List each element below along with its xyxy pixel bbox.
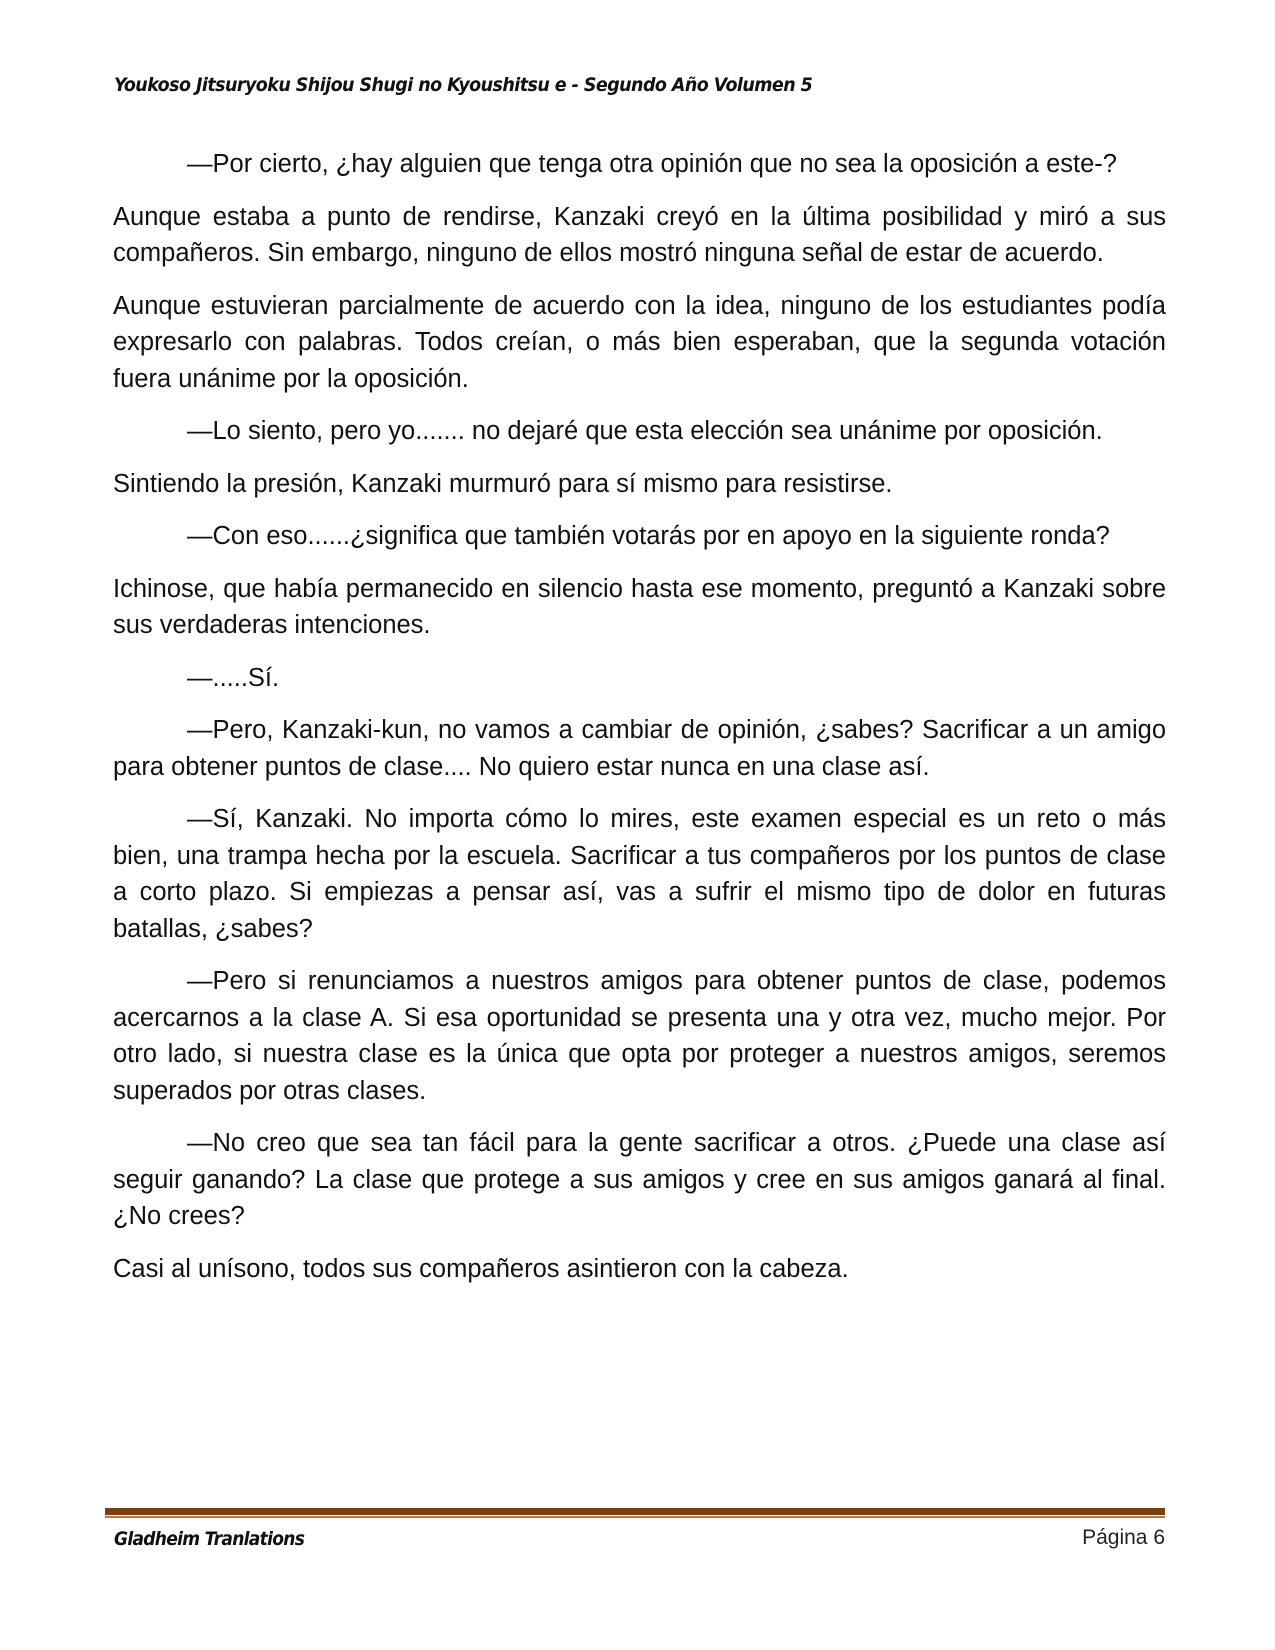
page-body bbox=[113, 146, 1166, 1303]
dialogue-paragraph: —Sí, Kanzaki. No importa cómo lo mires, este examen especial es un reto o más bien, una trampa hecha por la escuela. Sacrificar a tus compañeros por los puntos de clase a corto plazo. Si empiezas a pensar así, vas a sufrir el mismo tipo de dolor en futuras batallas, ¿sabes? bbox=[113, 805, 1166, 943]
running-header: Youkoso Jitsuryoku Shijou Shugi no Kyoushitsu e - Segundo Año Volumen 5 bbox=[114, 74, 813, 96]
narration-paragraph: Casi al unísono, todos sus compañeros asintieron con la cabeza. bbox=[113, 1254, 849, 1283]
narration-paragraph: Aunque estuvieran parcialmente de acuerdo con la idea, ninguno de los estudiantes podía expresarlo con palabras. Todos creían, o más bien esperaban, que la segunda votación fuera unánime por la oposición. bbox=[113, 291, 1166, 393]
narration-paragraph: Sintiendo la presión, Kanzaki murmuró para sí mismo para resistirse. bbox=[113, 469, 893, 498]
dialogue-paragraph: —No creo que sea tan fácil para la gente sacrificar a otros. ¿Puede una clase así seguir ganando? La clase que protege a sus amigos y cree en sus amigos ganará al final. ¿No crees? bbox=[113, 1129, 1166, 1230]
dialogue-paragraph: —Con eso......¿significa que también votarás por en apoyo en la siguiente ronda? bbox=[187, 522, 1110, 550]
narration-paragraph: Aunque estaba a punto de rendirse, Kanzaki creyó en la última posibilidad y miró a sus compañeros. Sin embargo, ninguno de ellos mostró ninguna señal de estar de acuerdo. bbox=[113, 202, 1166, 267]
footer-credit: Gladheim Tranlations bbox=[114, 1528, 305, 1550]
dialogue-paragraph: —Pero, Kanzaki-kun, no vamos a cambiar de opinión, ¿sabes? Sacrificar a un amigo para obtener puntos de clase.... No quiero estar nunca en una clase así. bbox=[113, 716, 1166, 781]
narration-paragraph: Ichinose, que había permanecido en silencio hasta ese momento, preguntó a Kanzaki sobre sus verdaderas intenciones. bbox=[113, 574, 1166, 639]
dialogue-paragraph: —Pero si renunciamos a nuestros amigos para obtener puntos de clase, podemos acercarnos a la clase A. Si esa oportunidad se presenta una y otra vez, mucho mejor. Por otro lado, si nuestra clase es la única que opta por proteger a nuestros amigos, seremos superados por otras clases. bbox=[113, 967, 1166, 1105]
dialogue-paragraph: —.....Sí. bbox=[187, 663, 280, 692]
dialogue-paragraph: —Lo siento, pero yo....... no dejaré que esta elección sea unánime por oposición. bbox=[187, 417, 1103, 445]
footer-divider bbox=[105, 1508, 1165, 1516]
page-number: Página 6 bbox=[1082, 1526, 1165, 1549]
dialogue-paragraph: —Por cierto, ¿hay alguien que tenga otra opinión que no sea la oposición a este-? bbox=[187, 150, 1117, 178]
